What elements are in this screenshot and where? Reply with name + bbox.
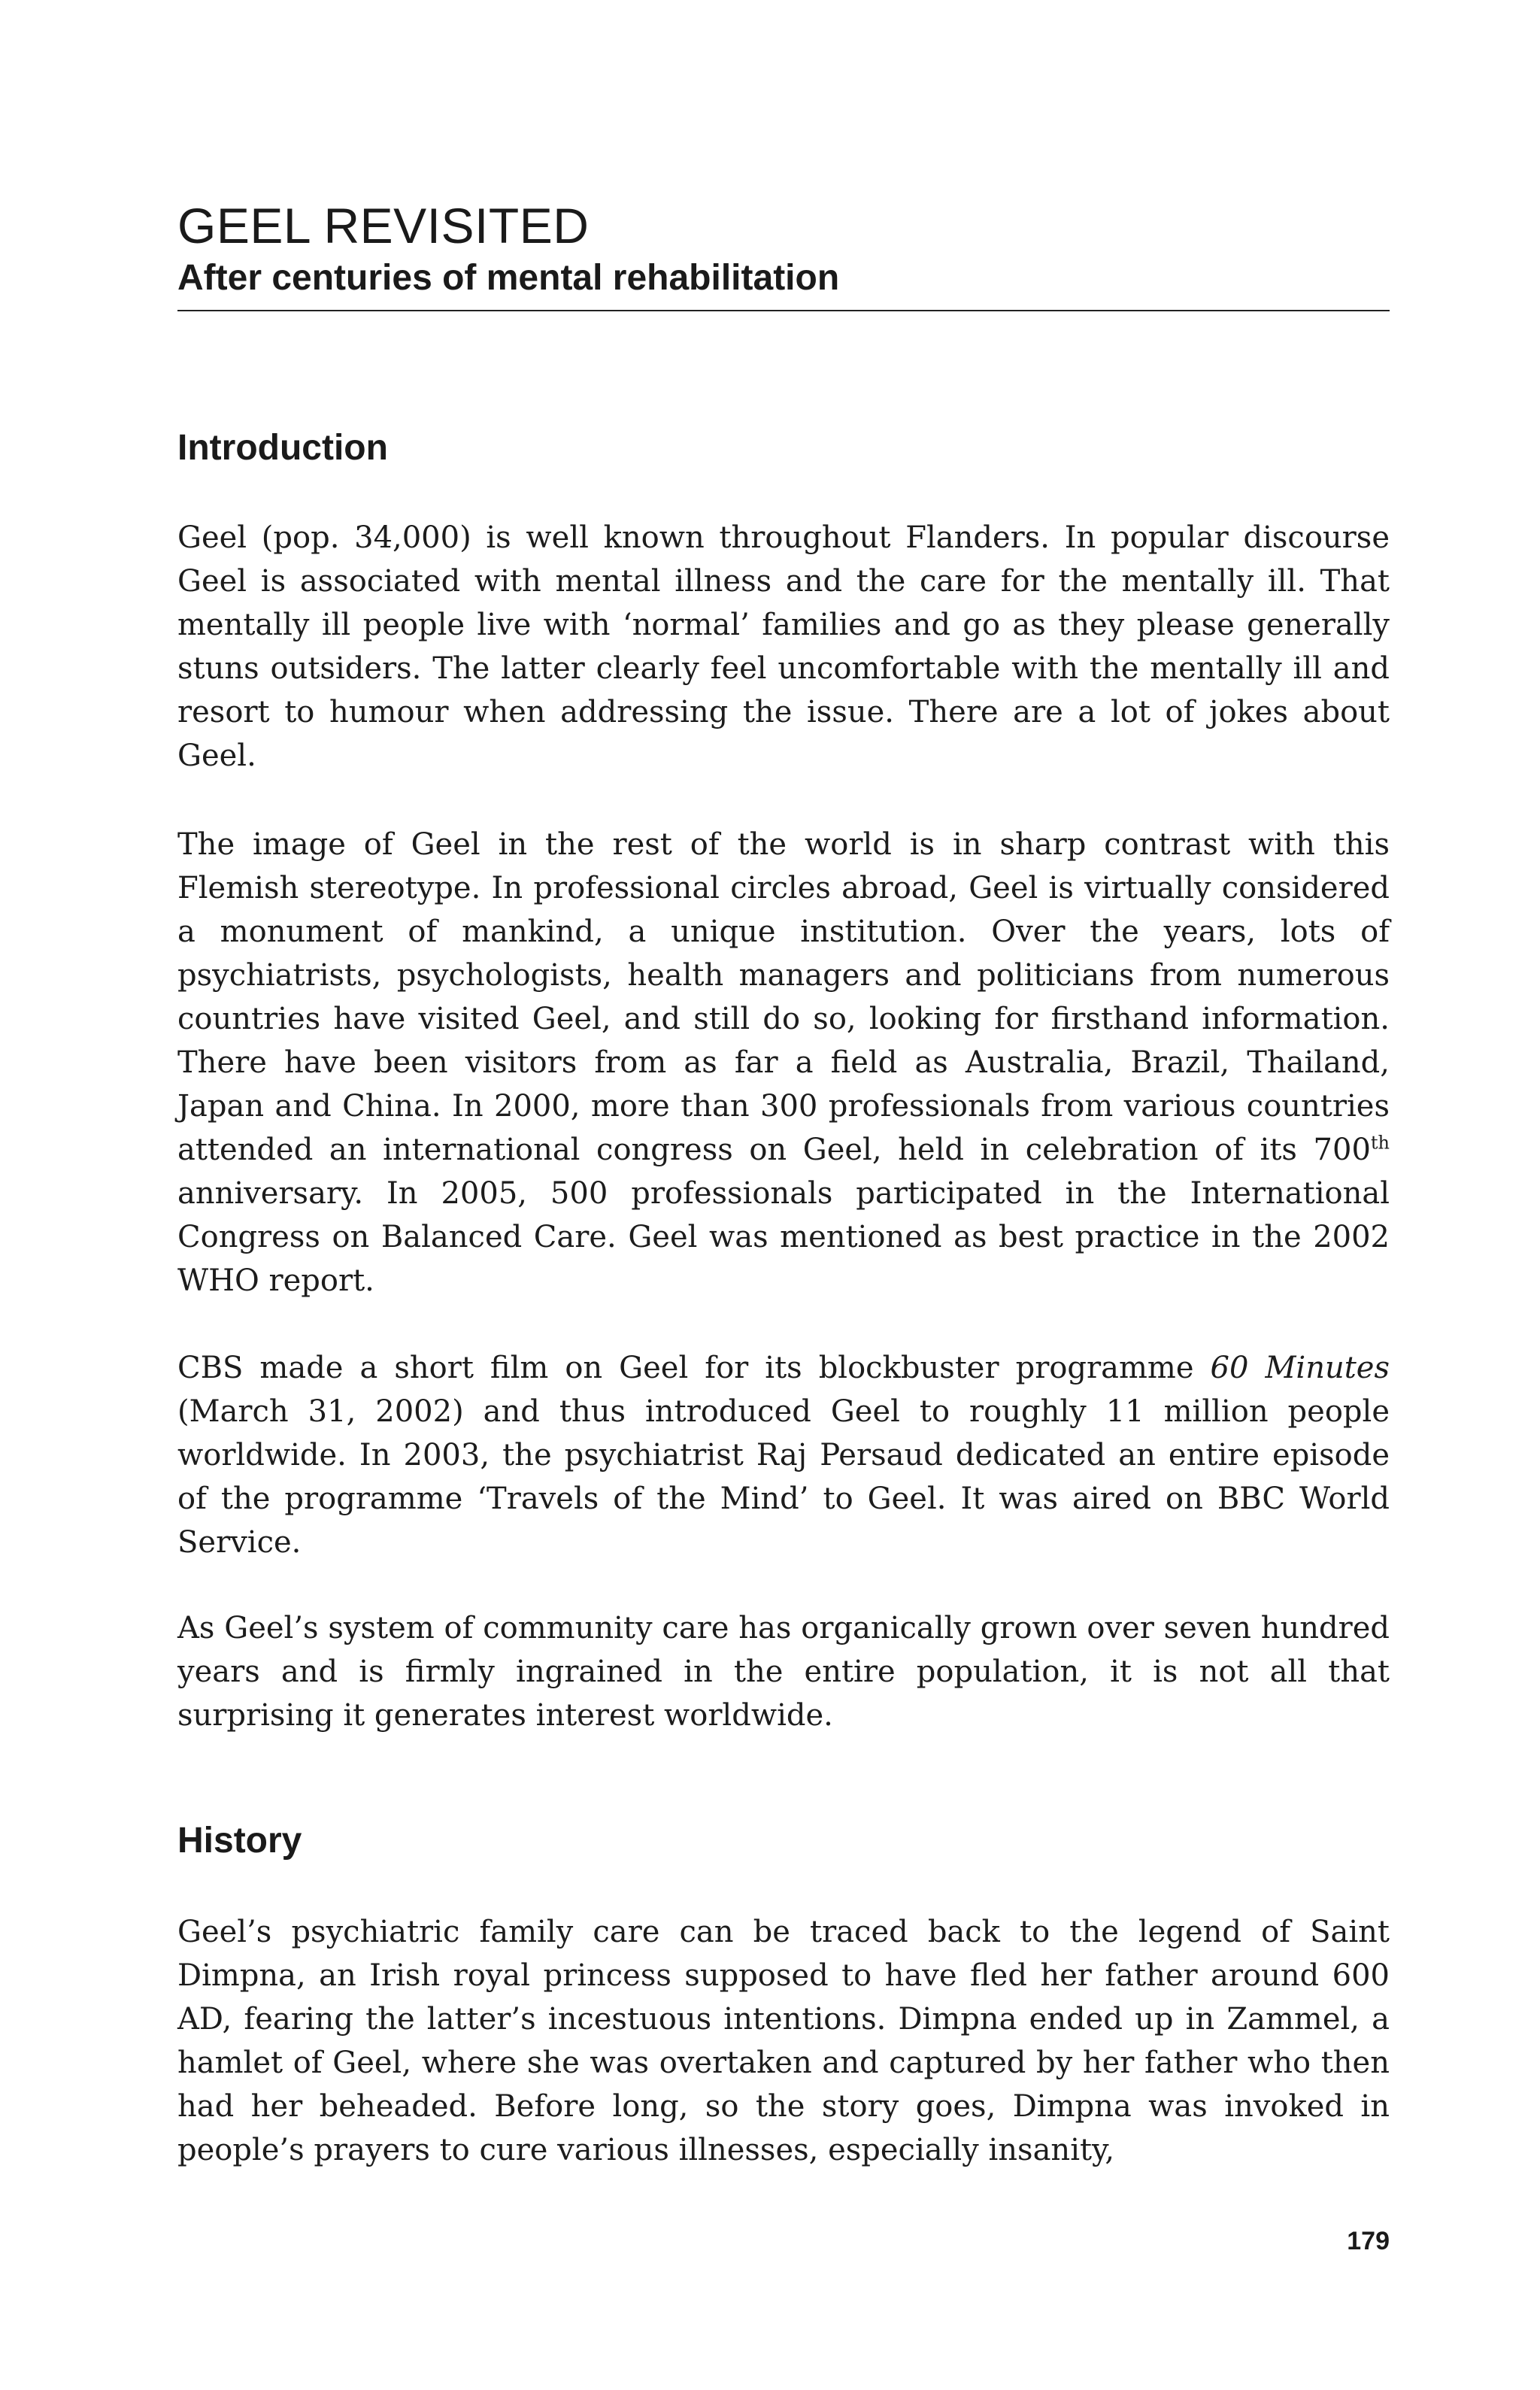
section-heading-introduction: Introduction	[177, 428, 388, 468]
intro-paragraph-2	[177, 823, 1390, 1303]
intro-paragraph-3	[177, 1346, 1390, 1564]
intro-paragraph-4: As Geel’s system of community care has organically grown over seven hundred years and is firmly ingrained in the entire population, it is not all that surprising it generates interest worldwide.	[177, 1611, 1390, 1733]
page-number: 179	[1347, 2227, 1390, 2255]
title-divider	[177, 310, 1390, 311]
ordinal-suffix: th	[1370, 1132, 1390, 1154]
intro-paragraph-2-text-a: The image of Geel in the rest of the world is in sharp contrast with this Flemish stereotype. In professional circles abroad, Geel is virtually considered a monument of mankind, a unique institution. Over the years, lots of psychiatrists, psychologists, health managers and politicians from numerous countries have visited Geel, and still do so, looking for firsthand information. There have been visitors from as far a field as Australia, Brazil, Thailand, Japan and China. In 2000, more than 300 professionals from various countries attended an international congress on Geel, held in celebration of its 700	[177, 827, 1390, 1167]
intro-paragraph-3-text-a: CBS made a short film on Geel for its blockbuster programme	[177, 1351, 1211, 1385]
programme-title: 60 Minutes	[1210, 1351, 1390, 1385]
intro-paragraph-1: Geel (pop. 34,000) is well known throughout Flanders. In popular discourse Geel is associated with mental illness and the care for the mentally ill. That mentally ill people live with ‘normal’ families and go as they please generally stuns outsiders. The latter clearly feel uncomfortable with the mentally ill and resort to humour when addressing the issue. There are a lot of jokes about Geel.	[177, 520, 1390, 773]
document-page	[177, 0, 1390, 2390]
history-paragraph-1: Geel’s psychiatric family care can be traced back to the legend of Saint Dimpna, an Irish royal princess supposed to have fled her father around 600 AD, fearing the latter’s incestuous intentions. Dimpna ended up in Zammel, a hamlet of Geel, where she was overtaken and captured by her father who then had her beheaded. Before long, so the story goes, Dimpna was invoked in people’s prayers to cure various illnesses, especially insanity,	[177, 1915, 1390, 2167]
chapter-subtitle: After centuries of mental rehabilitation	[177, 258, 840, 298]
intro-paragraph-2-text-b: anniversary. In 2005, 500 professionals participated in the International Congress on Balanced Care. Geel was mentioned as best practice in the 2002 WHO report.	[177, 1176, 1390, 1298]
section-heading-history: History	[177, 1821, 302, 1861]
chapter-title: GEEL REVISITED	[177, 198, 590, 253]
intro-paragraph-3-text-b: (March 31, 2002) and thus introduced Geel to roughly 11 million people worldwide. In 2003, the psychiatrist Raj Persaud dedicated an entire episode of the programme ‘Travels of the Mind’ to Geel. It was aired on BBC World Service.	[177, 1394, 1390, 1560]
